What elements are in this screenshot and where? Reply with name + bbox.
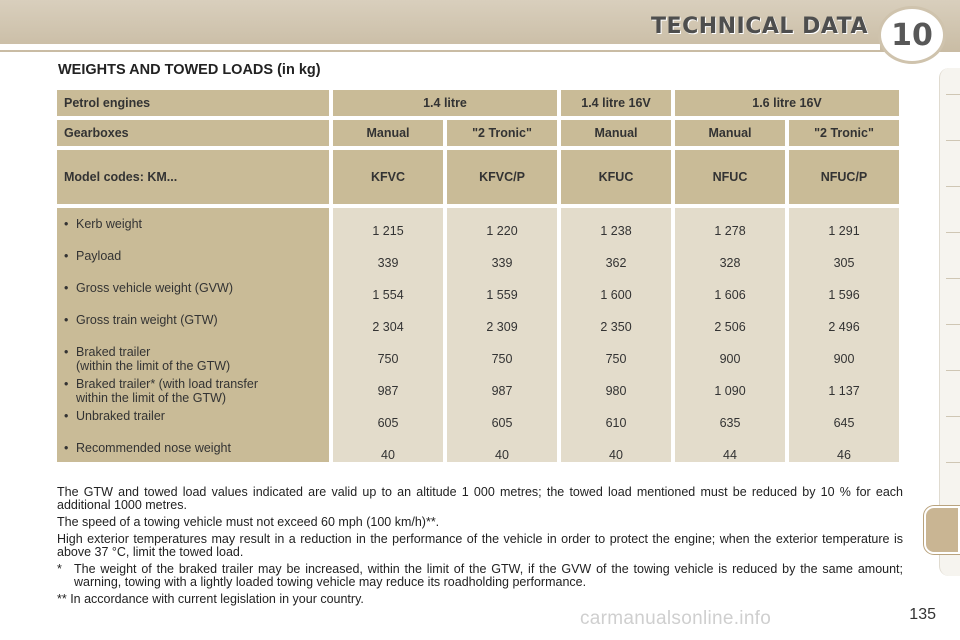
table-cell: 2 350 <box>600 320 632 334</box>
gearbox-header: "2 Tronic" <box>789 120 899 146</box>
tab-divider <box>946 462 960 463</box>
chapter-title: TECHNICAL DATA <box>651 14 868 39</box>
table-row-label: • Unbraked trailer <box>64 409 165 423</box>
table-row-label: • Recommended nose weight <box>64 441 231 455</box>
gearbox-header: Manual <box>675 120 785 146</box>
table-cell: 1 596 <box>828 288 860 302</box>
page-number: 135 <box>909 606 936 623</box>
table-cell: 635 <box>719 416 741 430</box>
tab-divider <box>946 324 960 325</box>
table-cell: 1 220 <box>486 224 518 238</box>
table-cell: 2 496 <box>828 320 860 334</box>
values-column <box>333 208 443 462</box>
model-code-header: KFUC <box>561 150 671 204</box>
table-cell: 339 <box>491 256 513 270</box>
values-column <box>675 208 785 462</box>
table-cell: 1 090 <box>714 384 746 398</box>
engine-header: 1.4 litre <box>333 90 557 116</box>
table-cell: 900 <box>833 352 855 366</box>
tab-divider <box>946 370 960 371</box>
table-cell: 987 <box>377 384 399 398</box>
engines-label: Petrol engines <box>57 90 329 116</box>
note-paragraph: The GTW and towed load values indicated are valid up to an altitude 1 000 metres; the towed load mentioned must be reduced by 10 % for each additional 1000 metres. <box>57 485 903 512</box>
table-cell: 1 215 <box>372 224 404 238</box>
table-cell: 2 304 <box>372 320 404 334</box>
table-cell: 1 291 <box>828 224 860 238</box>
model-code-header: KFVC <box>333 150 443 204</box>
table-cell: 1 278 <box>714 224 746 238</box>
row-labels-column <box>57 208 329 462</box>
bullet-icon: • <box>64 249 69 263</box>
table-cell: 900 <box>719 352 741 366</box>
table-cell: 1 137 <box>828 384 860 398</box>
table-row-label: • Gross vehicle weight (GVW) <box>64 281 233 295</box>
table-cell: 2 506 <box>714 320 746 334</box>
bullet-icon: • <box>64 377 69 391</box>
table-cell: 1 554 <box>372 288 404 302</box>
values-column <box>447 208 557 462</box>
table-cell: 1 600 <box>600 288 632 302</box>
table-body <box>57 208 904 462</box>
model-code-header: NFUC <box>675 150 785 204</box>
table-row-gearboxes <box>57 120 904 146</box>
values-column <box>561 208 671 462</box>
model-code-header: KFVC/P <box>447 150 557 204</box>
gearboxes-label: Gearboxes <box>57 120 329 146</box>
bullet-icon: • <box>64 345 69 359</box>
table-cell: 2 309 <box>486 320 518 334</box>
weights-table <box>57 90 904 462</box>
table-row-label: • Payload <box>64 249 122 263</box>
note-paragraph: The speed of a towing vehicle must not exceed 60 mph (100 km/h)**. <box>57 515 440 529</box>
double-asterisk-note: ** In accordance with current legislation in your country. <box>57 592 364 606</box>
chapter-tab-strip <box>939 68 960 576</box>
table-cell: 605 <box>491 416 513 430</box>
tab-divider <box>946 416 960 417</box>
model-code-header: NFUC/P <box>789 150 899 204</box>
bullet-icon: • <box>64 217 69 231</box>
table-row-label: • Braked trailer* (with load transfer within the limit of the GTW) <box>64 377 259 405</box>
engine-header: 1.6 litre 16V <box>675 90 899 116</box>
asterisk-note: * The weight of the braked trailer may be increased, within the limit of the GTW, if the GVW of the towing vehicle is reduced by the same amount; warning, towing with a lightly loaded towing vehicle may reduce its roadholding performance. <box>57 562 903 589</box>
footnotes <box>57 486 903 610</box>
table-cell: 339 <box>377 256 399 270</box>
chapter-badge <box>878 6 946 64</box>
watermark: carmanualsonline.info <box>580 608 772 629</box>
table-cell: 40 <box>495 448 509 462</box>
active-chapter-tab[interactable] <box>924 506 960 554</box>
table-row-label: • Braked trailer (within the limit of the GTW) <box>64 345 231 373</box>
table-cell: 40 <box>381 448 395 462</box>
bullet-icon: • <box>64 409 69 423</box>
tab-divider <box>946 94 960 95</box>
table-cell: 980 <box>605 384 627 398</box>
note-paragraph: High exterior temperatures may result in a reduction in the performance of the vehicle in order to protect the engine; when the exterior temperature is above 37 °C, limit the towed load. <box>57 532 903 559</box>
section-title: WEIGHTS AND TOWED LOADS (in kg) <box>58 62 321 78</box>
table-cell: 1 606 <box>714 288 746 302</box>
table-cell: 987 <box>491 384 513 398</box>
values-column <box>789 208 899 462</box>
table-cell: 645 <box>833 416 855 430</box>
table-row-engines <box>57 90 904 116</box>
bullet-icon: • <box>64 441 69 455</box>
table-cell: 750 <box>605 352 627 366</box>
table-cell: 610 <box>605 416 627 430</box>
table-cell: 40 <box>609 448 623 462</box>
table-row-label: • Gross train weight (GTW) <box>64 313 218 327</box>
table-cell: 1 559 <box>486 288 518 302</box>
engine-header: 1.4 litre 16V <box>561 90 671 116</box>
bullet-icon: • <box>64 313 69 327</box>
gearbox-header: Manual <box>561 120 671 146</box>
gearbox-header: Manual <box>333 120 443 146</box>
table-cell: 46 <box>837 448 851 462</box>
table-cell: 362 <box>605 256 627 270</box>
model-codes-label: Model codes: KM... <box>57 150 329 204</box>
table-cell: 328 <box>719 256 741 270</box>
table-cell: 305 <box>833 256 855 270</box>
table-cell: 1 238 <box>600 224 632 238</box>
gearbox-header: "2 Tronic" <box>447 120 557 146</box>
chapter-number: 10 <box>891 17 933 53</box>
table-cell: 44 <box>723 448 737 462</box>
tab-divider <box>946 232 960 233</box>
table-cell: 750 <box>491 352 513 366</box>
bullet-icon: • <box>64 281 69 295</box>
table-row-label: • Kerb weight <box>64 217 143 231</box>
table-row-model-codes <box>57 150 904 204</box>
header-divider <box>0 44 880 50</box>
tab-divider <box>946 140 960 141</box>
table-cell: 750 <box>377 352 399 366</box>
table-cell: 605 <box>377 416 399 430</box>
tab-divider <box>946 186 960 187</box>
tab-divider <box>946 278 960 279</box>
